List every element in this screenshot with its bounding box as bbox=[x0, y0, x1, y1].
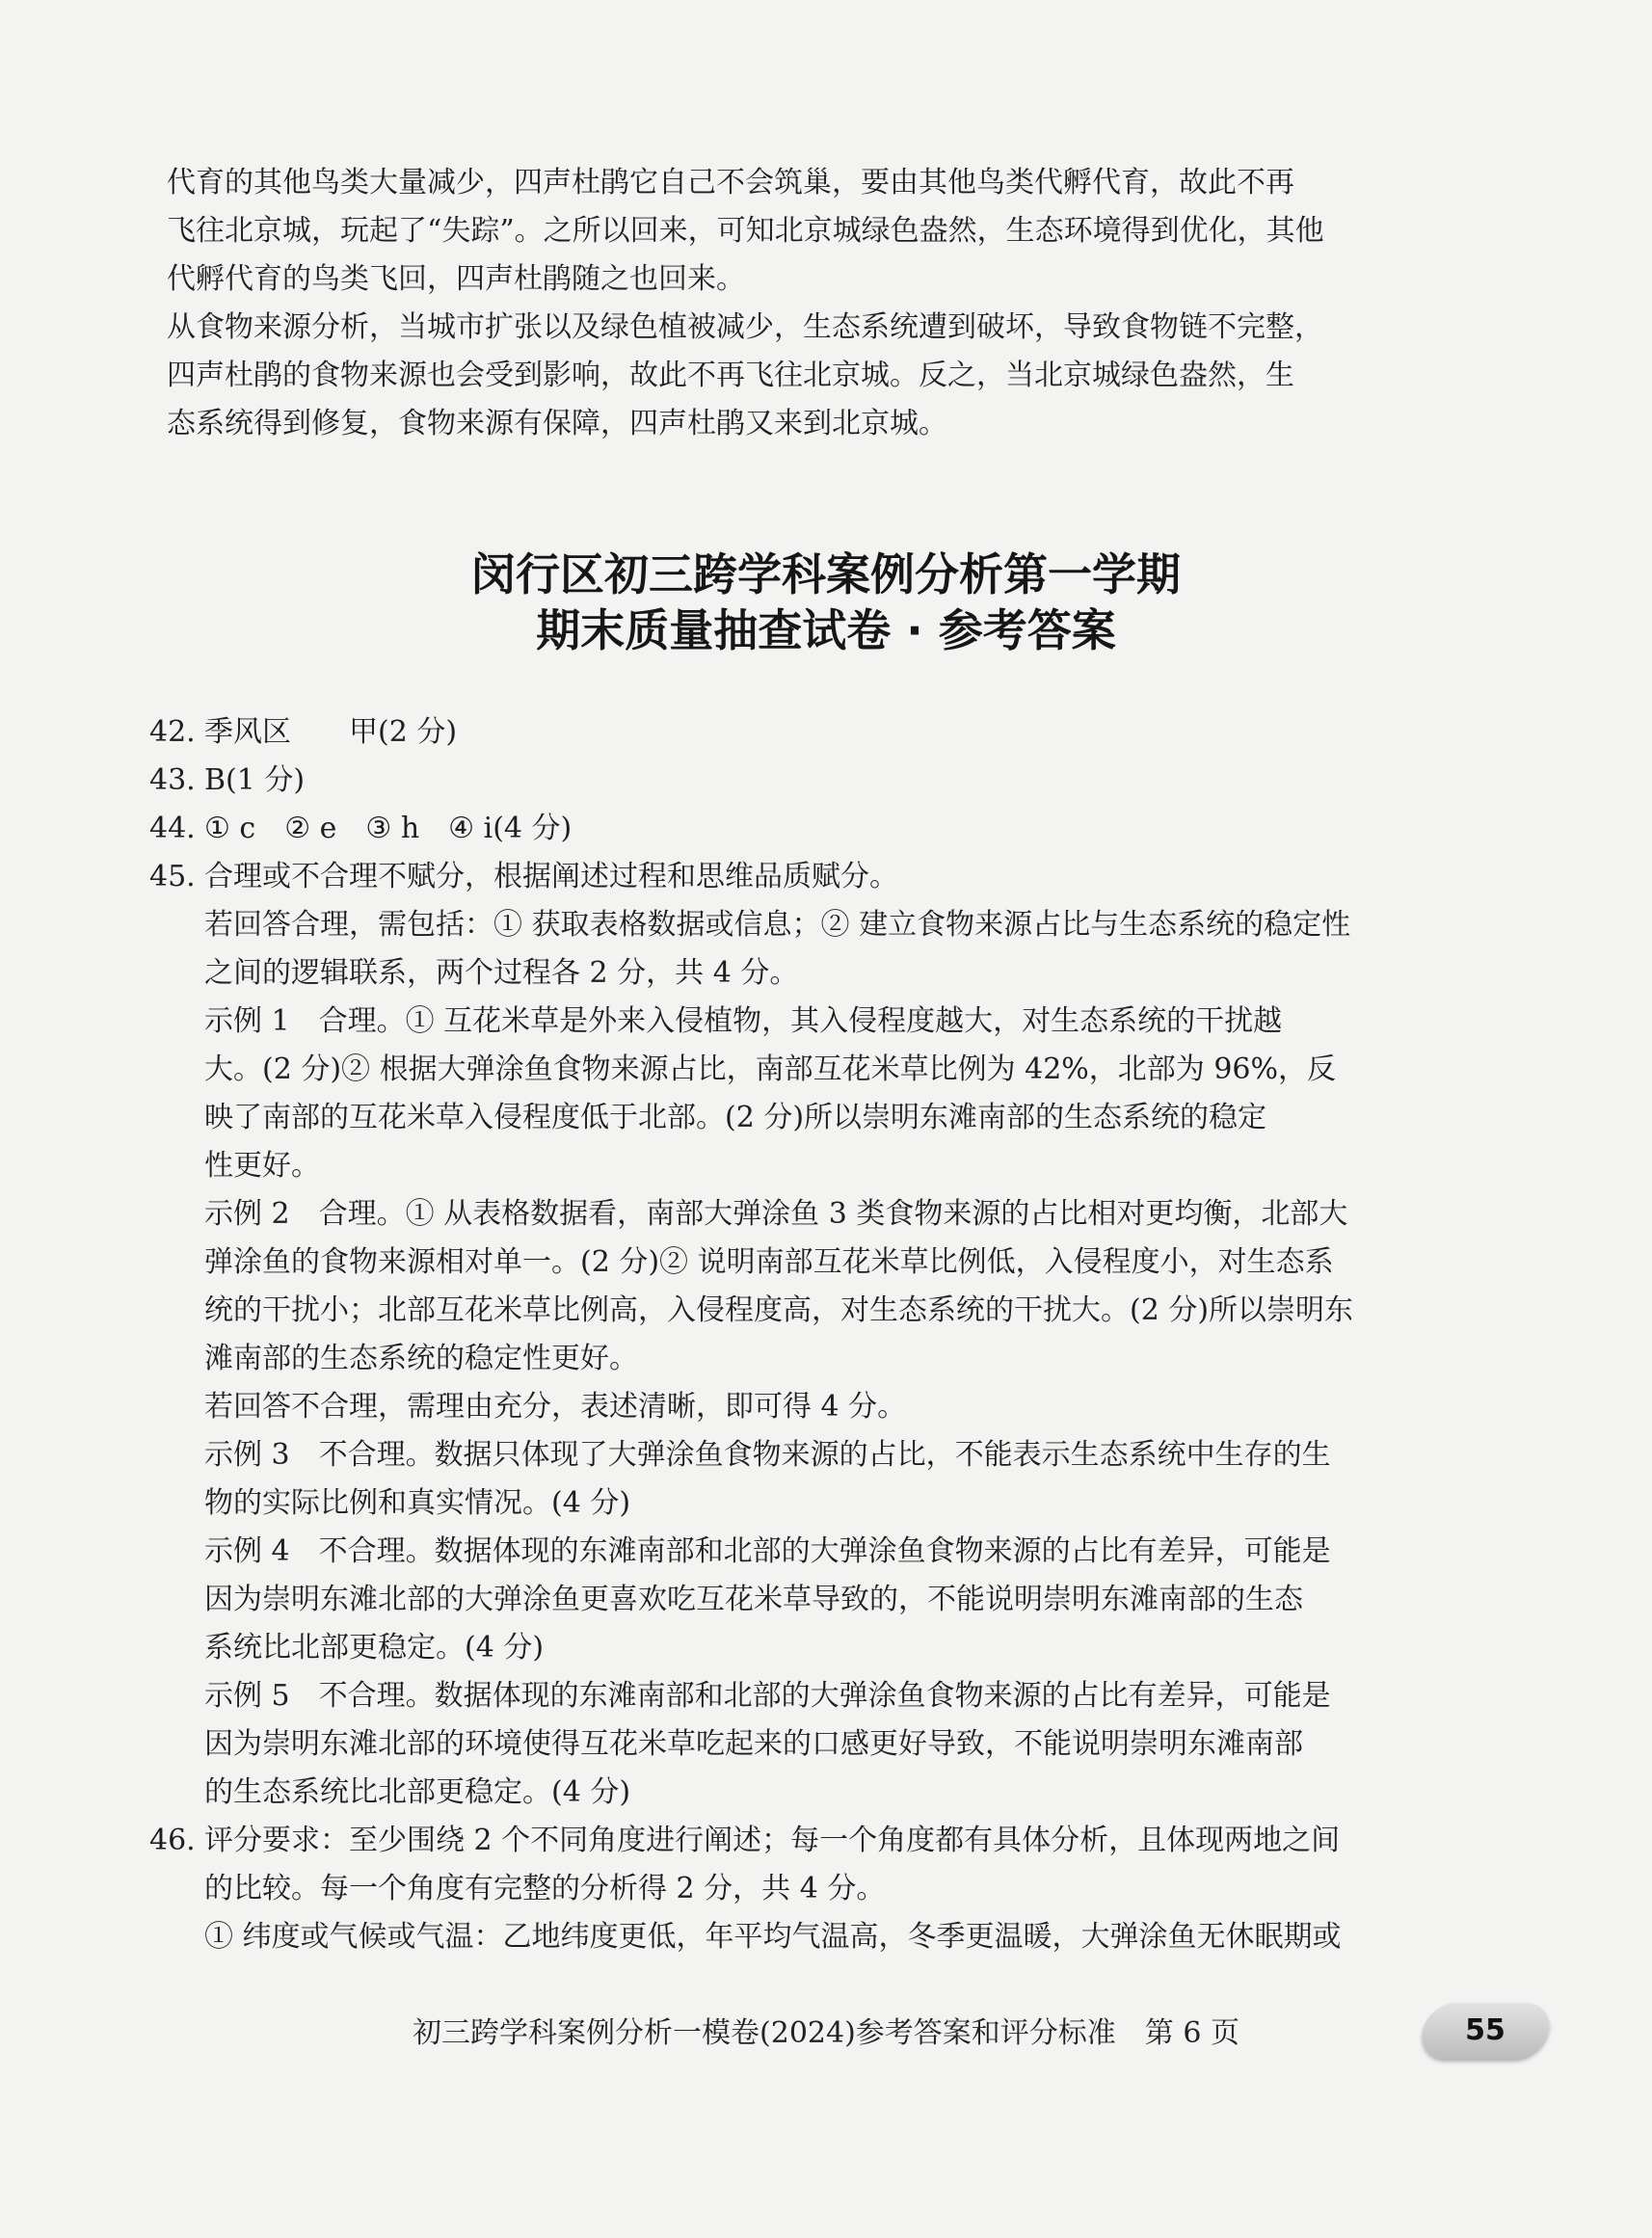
answer-45-line: 的生态系统比北部更稳定。(4 分) bbox=[204, 1775, 631, 1809]
page-number: 55 bbox=[1465, 2013, 1505, 2047]
section-title-line-2: 期末质量抽查试卷 · 参考答案 bbox=[536, 604, 1116, 656]
answer-45-line: 滩南部的生态系统的稳定性更好。 bbox=[204, 1342, 638, 1375]
answer-42: 季风区 甲(2 分) bbox=[204, 715, 458, 749]
prev-answer-line: 四声杜鹃的食物来源也会受到影响，故此不再飞往北京城。反之，当北京城绿色盎然，生 bbox=[167, 359, 1294, 392]
prev-answer-line: 飞往北京城，玩起了“失踪”。之所以回来，可知北京城绿色盎然，生态环境得到优化，其他 bbox=[167, 214, 1324, 248]
prev-answer-line: 代孵代育的鸟类飞回，四声杜鹃随之也回来。 bbox=[167, 262, 745, 296]
question-number-42: 42. bbox=[149, 715, 196, 749]
answer-45-line: 示例 2 合理。① 从表格数据看，南部大弹涂鱼 3 类食物来源的占比相对更均衡，北部大 bbox=[204, 1197, 1348, 1231]
question-number-43: 43. bbox=[149, 763, 196, 797]
section-title-line-1: 闵行区初三跨学科案例分析第一学期 bbox=[471, 548, 1181, 600]
prev-answer-line: 从食物来源分析，当城市扩张以及绿色植被减少，生态系统遭到破坏，导致食物链不完整， bbox=[167, 310, 1323, 344]
page-footer-caption: 初三跨学科案例分析一模卷(2024)参考答案和评分标准 第 6 页 bbox=[413, 2016, 1239, 2050]
answer-45-line: 若回答合理，需包括：① 获取表格数据或信息；② 建立食物来源占比与生态系统的稳定性 bbox=[204, 908, 1351, 942]
prev-answer-line: 代育的其他鸟类大量减少，四声杜鹃它自己不会筑巢，要由其他鸟类代孵代育，故此不再 bbox=[167, 166, 1294, 200]
answer-45-line: 示例 1 合理。① 互花米草是外来入侵植物，其入侵程度越大，对生态系统的干扰越 bbox=[204, 1004, 1283, 1038]
answer-45-line: 统的干扰小；北部互花米草比例高，入侵程度高，对生态系统的干扰大。(2 分)所以崇明东 bbox=[204, 1293, 1354, 1327]
answer-45-line: 示例 4 不合理。数据体现的东滩南部和北部的大弹涂鱼食物来源的占比有差异，可能是 bbox=[204, 1534, 1331, 1568]
answer-46-line: 的比较。每一个角度有完整的分析得 2 分，共 4 分。 bbox=[204, 1872, 886, 1905]
answer-45-line: 因为崇明东滩北部的大弹涂鱼更喜欢吃互花米草导致的，不能说明崇明东滩南部的生态 bbox=[204, 1583, 1303, 1616]
answer-45-line: 大。(2 分)② 根据大弹涂鱼食物来源占比，南部互花米草比例为 42%，北部为 96%，反 bbox=[204, 1052, 1336, 1086]
answer-45-line: 因为崇明东滩北部的环境使得互花米草吃起来的口感更好导致，不能说明崇明东滩南部 bbox=[204, 1727, 1303, 1761]
answer-45-line: 性更好。 bbox=[204, 1149, 320, 1183]
answer-46-line: ① 纬度或气候或气温：乙地纬度更低，年平均气温高，冬季更温暖，大弹涂鱼无休眠期或 bbox=[204, 1920, 1342, 1954]
answer-44: ① c ② e ③ h ④ i(4 分) bbox=[204, 812, 573, 845]
question-number-45: 45. bbox=[149, 860, 196, 893]
answer-45-line: 示例 5 不合理。数据体现的东滩南部和北部的大弹涂鱼食物来源的占比有差异，可能是 bbox=[204, 1679, 1331, 1713]
answer-45-line: 弹涂鱼的食物来源相对单一。(2 分)② 说明南部互花米草比例低，入侵程度小，对生态系 bbox=[204, 1245, 1334, 1279]
prev-answer-line: 态系统得到修复，食物来源有保障，四声杜鹃又来到北京城。 bbox=[167, 407, 947, 440]
answer-45-line: 若回答不合理，需理由充分，表述清晰，即可得 4 分。 bbox=[204, 1390, 907, 1424]
answer-45-line: 映了南部的互花米草入侵程度低于北部。(2 分)所以崇明东滩南部的生态系统的稳定 bbox=[204, 1101, 1267, 1134]
answer-45-line: 之间的逻辑联系，两个过程各 2 分，共 4 分。 bbox=[204, 956, 799, 990]
answer-45-line: 示例 3 不合理。数据只体现了大弹涂鱼食物来源的占比，不能表示生态系统中生存的生 bbox=[204, 1438, 1331, 1472]
answer-46-line: 评分要求：至少围绕 2 个不同角度进行阐述；每一个角度都有具体分析，且体现两地之间 bbox=[204, 1824, 1341, 1857]
answer-43: B(1 分) bbox=[204, 763, 306, 797]
answer-45-line: 物的实际比例和真实情况。(4 分) bbox=[204, 1486, 631, 1520]
question-number-46: 46. bbox=[149, 1824, 196, 1857]
answer-45-line: 合理或不合理不赋分，根据阐述过程和思维品质赋分。 bbox=[204, 860, 898, 893]
answer-45-line: 系统比北部更稳定。(4 分) bbox=[204, 1631, 545, 1665]
question-number-44: 44. bbox=[149, 812, 196, 845]
